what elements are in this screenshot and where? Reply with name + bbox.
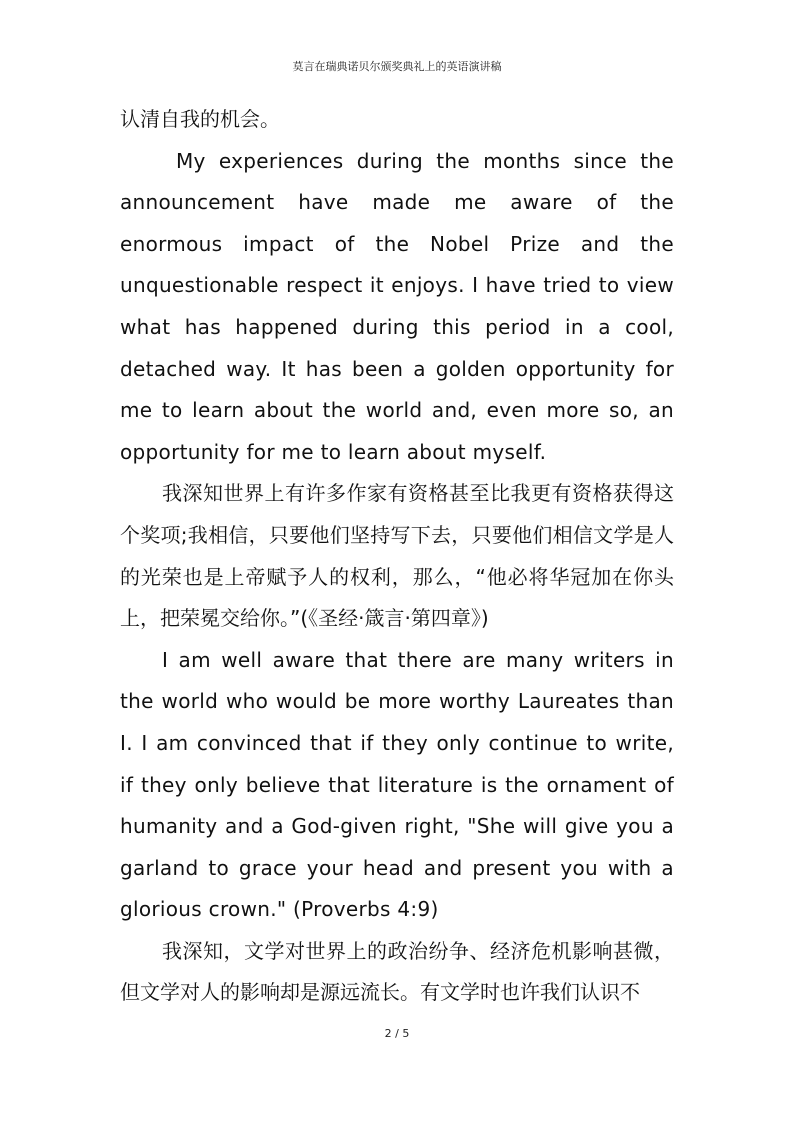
paragraph-worthy-writers-en: I am well aware that there are many writers in the world who would be more worthy Laureates than I. I am convinced that if they only continue to write, if they only believe that literature is the ornament of humanity and a God-given right, "She will give you a garland to grace your head and present you with a glorious crown." (Proverbs 4:9) <box>120 647 674 922</box>
paragraph-worthy-writers-cn: 我深知世界上有许多作家有资格甚至比我更有资格获得这个奖项;我相信，只要他们坚持写下去，只要他们相信文学是人的光荣也是上帝赋予人的权利，那么，“他必将华冠加在你头上，把荣冕交给你。”(《圣经·箴言·第四章》) <box>120 481 674 631</box>
paragraph-literature-influence-cn: 我深知，文学对世界上的政治纷争、经济危机影响甚微，但文学对人的影响却是源远流长。有文学时也许我们认识不 <box>120 938 674 1005</box>
page-header: 莫言在瑞典诺贝尔颁奖典礼上的英语演讲稿 <box>292 60 502 73</box>
page-number: 2 / 5 <box>384 1027 410 1040</box>
paragraph-nobel-experience-en: My experiences during the months since the announcement have made me aware of the enormous impact of the Nobel Prize and the unquestionable respect it enjoys. I have tried to view what has happened during this period in a cool, detached way. It has been a golden opportunity for me to learn about the world and, even more so, an opportunity for me to learn about myself. <box>120 148 674 464</box>
paragraph-continuation-cn: 认清自我的机会。 <box>120 107 280 131</box>
document-body <box>120 99 674 1014</box>
